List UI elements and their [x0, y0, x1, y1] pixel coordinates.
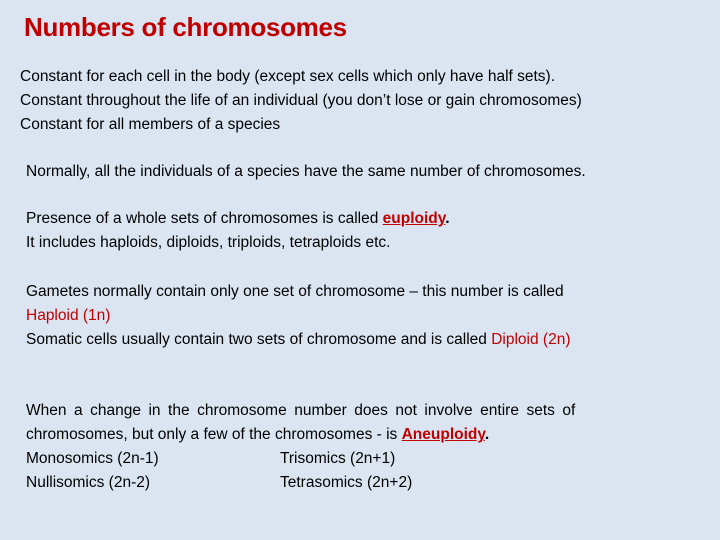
diploid-term: Diploid (2n)	[491, 331, 571, 348]
haploid-term: Haploid (1n)	[26, 307, 111, 324]
normally-paragraph	[26, 160, 586, 184]
gametes-text	[26, 280, 696, 304]
normally-text: Normally, all the individuals of a species have the same number of chromosomes.	[26, 163, 586, 180]
aneuploidy-paragraph	[26, 399, 686, 495]
aneuploidy-intro: chromosomes, but only a few of the chromosomes - is	[26, 426, 402, 443]
somics-row-1	[26, 447, 686, 471]
gametes-sentence: Gametes normally contain only one set of chromosome – this number is called	[26, 283, 564, 300]
somics-row-2	[26, 471, 686, 495]
euploidy-line-1	[26, 207, 450, 231]
aneuploidy-period: .	[484, 426, 490, 443]
constancy-line-2: Constant throughout the life of an individual (you don’t lose or gain chromosomes)	[20, 92, 582, 109]
euploidy-intro: Presence of a whole sets of chromosomes is called	[26, 210, 383, 227]
euploidy-term: euploidy	[382, 210, 446, 227]
aneuploidy-line-2	[26, 423, 686, 447]
aneuploidy-term: Aneuploidy	[401, 426, 485, 443]
page-title: Numbers of chromosomes	[24, 12, 347, 42]
aneuploidy-line-1: When a change in the chromosome number does not involve entire sets of	[26, 402, 576, 419]
constancy-list	[20, 65, 582, 137]
somatic-text: Somatic cells usually contain two sets of chromosome and is called	[26, 331, 492, 348]
monosomics: Monosomics (2n-1)	[26, 450, 159, 467]
trisomics: Trisomics (2n+1)	[280, 450, 396, 467]
euploidy-period: .	[445, 210, 450, 227]
constancy-line-1: Constant for each cell in the body (except sex cells which only have half sets).	[20, 68, 556, 85]
tetrasomics: Tetrasomics (2n+2)	[280, 474, 413, 491]
euploidy-line-2: It includes haploids, diploids, triploids, tetraploids etc.	[26, 234, 391, 251]
nullisomics: Nullisomics (2n-2)	[26, 474, 151, 491]
constancy-line-3: Constant for all members of a species	[20, 116, 281, 133]
somatic-line	[26, 328, 696, 352]
ploidy-paragraph	[26, 280, 696, 352]
euploidy-paragraph	[26, 207, 450, 255]
